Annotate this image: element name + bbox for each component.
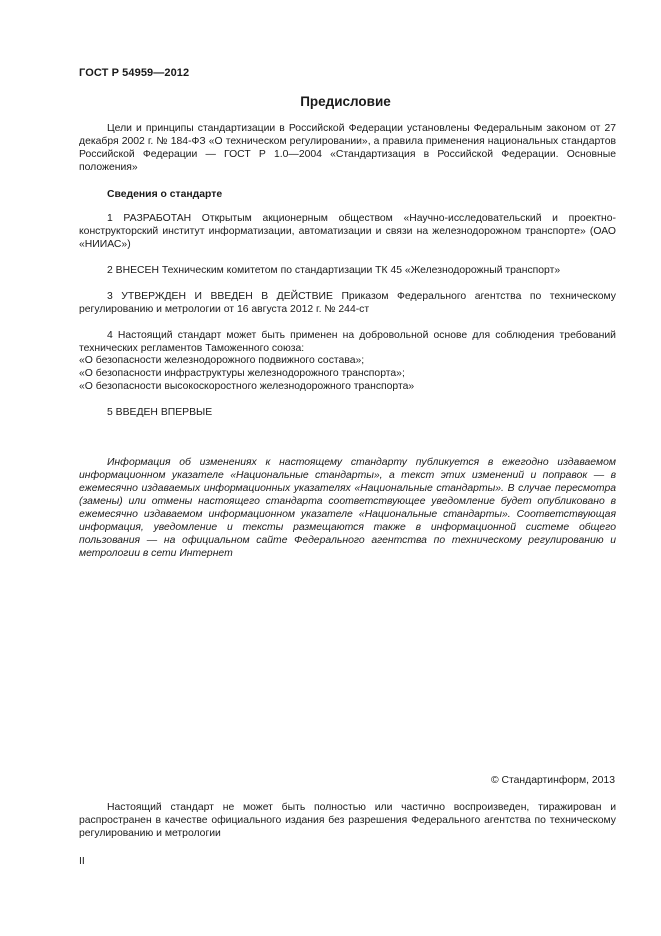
item-4-applicability: 4 Настоящий стандарт может быть применен на добровольной основе для соблюдения требований технических регламентов Таможенного союза: bbox=[79, 330, 616, 354]
item-1-developed: 1 РАЗРАБОТАН Открытым акционерным обществом «Научно-исследовательский и проектно-конструкторский институт информатизации, автоматизации и связи на железнодорожном транспорте» (ОАО «НИИАС») bbox=[79, 213, 616, 250]
page-number: II bbox=[79, 856, 85, 867]
item-5-first-introduced: 5 ВВЕДЕН ВПЕРВЫЕ bbox=[107, 407, 213, 418]
section-heading: Сведения о стандарте bbox=[107, 189, 223, 200]
item-3-approved: 3 УТВЕРЖДЕН И ВВЕДЕН В ДЕЙСТВИЕ Приказом Федерального агентства по техническому регулированию и метрологии от 16 августа 2012 г. № 244-ст bbox=[79, 291, 616, 315]
reproduction-notice: Настоящий стандарт не может быть полностью или частично воспроизведен, тиражирован и распространен в качестве официального издания без разрешения Федерального агентства по техническому регулированию и метрологии bbox=[79, 802, 616, 839]
regulation-list-item: «О безопасности инфраструктуры железнодорожного транспорта»; bbox=[79, 368, 405, 379]
copyright-line: © Стандартинформ, 2013 bbox=[490, 775, 615, 786]
regulation-list-item: «О безопасности железнодорожного подвижного состава»; bbox=[79, 355, 365, 366]
regulation-list-item: «О безопасности высокоскоростного железнодорожного транспорта» bbox=[79, 381, 415, 392]
page-title: Предисловие bbox=[300, 94, 391, 109]
intro-paragraph: Цели и принципы стандартизации в Российской Федерации установлены Федеральным законом от 27 декабря 2002 г. № 184-ФЗ «О техническом регулировании», а правила применения национальных стандартов Российской Федерации — ГОСТ Р 1.0—2004 «Стандартизация в Российской Федерации. Основные положения» bbox=[79, 123, 616, 173]
item-2-introduced: 2 ВНЕСЕН Техническим комитетом по стандартизации ТК 45 «Железнодорожный транспорт» bbox=[107, 265, 561, 276]
info-notice: Информация об изменениях к настоящему стандарту публикуется в ежегодно издаваемом информационном указателе «Национальные стандарты», а текст этих изменений и поправок — в ежемесячно издаваемых информационных указателях «Национальные стандарты». В случае пересмотра (замены) или отмены настоящего стандарта соответствующее уведомление будет опубликовано в ежемесячно издаваемом информационном указателе «Национальные стандарты». Соответствующая информация, уведомление и тексты размещаются также в информационной системе общего пользования — на официальном сайте Федерального агентства по техническому регулированию и метрологии в сети Интернет bbox=[79, 457, 616, 559]
document-header: ГОСТ Р 54959—2012 bbox=[79, 67, 190, 79]
